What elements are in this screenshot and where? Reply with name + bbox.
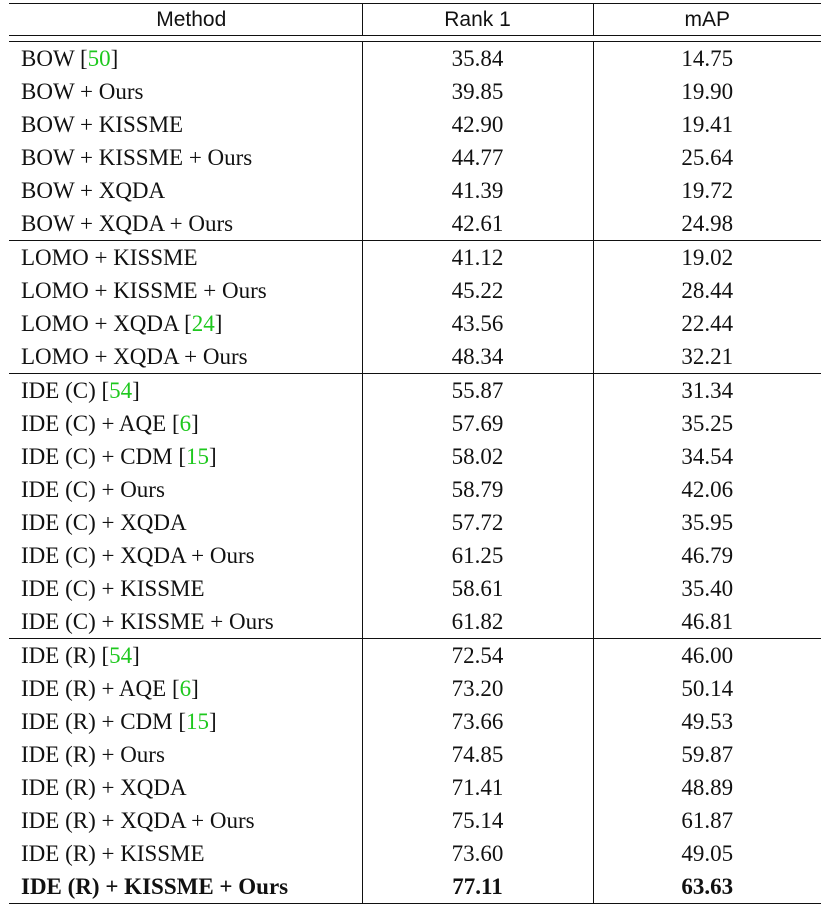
table-row (9, 605, 821, 639)
table-row (9, 804, 821, 837)
method-cell (9, 241, 362, 275)
method-cell (9, 738, 362, 771)
table-row (9, 274, 821, 307)
rank1-cell: 35.84 (362, 42, 593, 76)
map-cell: 48.89 (593, 771, 821, 804)
rank1-cell: 61.25 (362, 539, 593, 572)
map-cell: 49.05 (593, 837, 821, 870)
map-cell: 46.79 (593, 539, 821, 572)
table-row (9, 108, 821, 141)
method-cell: BOW [50] (9, 42, 362, 76)
map-cell: 46.81 (593, 605, 821, 639)
method-name: LOMO + KISSME (21, 245, 198, 270)
table-row (9, 539, 821, 572)
table-row (9, 870, 821, 904)
method-cell: IDE (R) + AQE [6] (21, 676, 199, 701)
citation-link[interactable]: 6 (179, 676, 192, 701)
rank1-cell: 55.87 (362, 374, 593, 408)
map-cell: 61.87 (593, 804, 821, 837)
table-row (9, 639, 821, 673)
table-row (9, 340, 821, 374)
method-cell: IDE (R) + CDM [15] (21, 709, 217, 734)
method-name: IDE (R) + Ours (21, 742, 165, 767)
rank1-cell: 39.85 (362, 75, 593, 108)
method-name: IDE (R) + KISSME (21, 841, 205, 866)
map-cell: 31.34 (593, 374, 821, 408)
method-name: IDE (R) + XQDA (21, 775, 187, 800)
method-name: BOW + Ours (21, 79, 144, 104)
map-cell: 14.75 (593, 42, 821, 76)
method-cell: IDE (C) + AQE [6] (21, 411, 199, 436)
map-cell: 32.21 (593, 340, 821, 374)
row-group (9, 639, 821, 904)
map-cell: 63.63 (593, 870, 821, 904)
method-cell (9, 804, 362, 837)
table-row (9, 506, 821, 539)
method-cell (9, 605, 362, 639)
method-name: IDE (C) + KISSME (21, 576, 205, 601)
rank1-cell: 57.69 (362, 407, 593, 440)
map-cell: 35.25 (593, 407, 821, 440)
method-name: IDE (R) + CDM (21, 709, 173, 734)
method-name: BOW + KISSME (21, 112, 184, 137)
method-name: LOMO + XQDA + Ours (21, 344, 248, 369)
method-cell: IDE (R) [54] (9, 639, 362, 673)
header-row (9, 4, 821, 36)
table-row (9, 407, 821, 440)
map-cell: 19.41 (593, 108, 821, 141)
map-cell: 19.02 (593, 241, 821, 275)
method-cell (9, 141, 362, 174)
method-name: BOW + KISSME + Ours (21, 145, 253, 170)
table-header (9, 4, 821, 36)
method-cell (9, 539, 362, 572)
table-row (9, 771, 821, 804)
method-cell (9, 572, 362, 605)
rank1-cell: 42.90 (362, 108, 593, 141)
rank1-cell: 57.72 (362, 506, 593, 539)
rank1-cell: 71.41 (362, 771, 593, 804)
citation-link[interactable]: 6 (179, 411, 192, 436)
method-name: IDE (C) + CDM (21, 444, 173, 469)
table-row (9, 672, 821, 705)
map-cell: 25.64 (593, 141, 821, 174)
method-name: BOW (21, 46, 75, 71)
results-table-container (9, 3, 821, 904)
method-name: BOW + XQDA + Ours (21, 211, 234, 236)
method-name: IDE (C) + AQE (21, 411, 167, 436)
method-cell (9, 174, 362, 207)
method-cell (9, 473, 362, 506)
method-name: LOMO + XQDA (21, 311, 179, 336)
citation-link[interactable]: 15 (186, 709, 210, 734)
table-row (9, 42, 821, 76)
column-header-method: Method (156, 8, 227, 31)
method-name: IDE (R) + AQE (21, 676, 167, 701)
map-cell: 24.98 (593, 207, 821, 241)
map-cell: 46.00 (593, 639, 821, 673)
table-row (9, 241, 821, 275)
method-name: IDE (C) + KISSME + Ours (21, 609, 274, 634)
method-name: IDE (C) (21, 378, 96, 403)
method-cell (9, 771, 362, 804)
map-cell: 34.54 (593, 440, 821, 473)
row-group (9, 42, 821, 241)
method-name: IDE (C) + XQDA (21, 510, 187, 535)
citation-link[interactable]: 24 (191, 311, 215, 336)
method-cell: IDE (C) [54] (9, 374, 362, 408)
table-row (9, 141, 821, 174)
method-cell (9, 837, 362, 870)
map-cell: 19.72 (593, 174, 821, 207)
method-name: LOMO + KISSME + Ours (21, 278, 267, 303)
map-cell: 59.87 (593, 738, 821, 771)
table-row (9, 705, 821, 738)
table-row (9, 174, 821, 207)
citation-link[interactable]: 15 (186, 444, 210, 469)
map-cell: 22.44 (593, 307, 821, 340)
table-row (9, 440, 821, 473)
rank1-cell: 77.11 (362, 870, 593, 904)
table-row (9, 307, 821, 340)
method-cell (9, 870, 362, 904)
table-row (9, 374, 821, 408)
map-cell: 35.95 (593, 506, 821, 539)
rank1-cell: 41.39 (362, 174, 593, 207)
method-cell (9, 274, 362, 307)
rank1-cell: 58.79 (362, 473, 593, 506)
map-cell: 50.14 (593, 672, 821, 705)
rank1-cell: 48.34 (362, 340, 593, 374)
rank1-cell: 75.14 (362, 804, 593, 837)
rank1-cell: 73.66 (362, 705, 593, 738)
map-cell: 19.90 (593, 75, 821, 108)
rank1-cell: 42.61 (362, 207, 593, 241)
rank1-cell: 41.12 (362, 241, 593, 275)
method-name: IDE (C) + Ours (21, 477, 165, 502)
rank1-cell: 72.54 (362, 639, 593, 673)
rank1-cell: 73.60 (362, 837, 593, 870)
table-row (9, 738, 821, 771)
rank1-cell: 44.77 (362, 141, 593, 174)
map-cell: 42.06 (593, 473, 821, 506)
method-cell: IDE (C) + CDM [15] (21, 444, 217, 469)
map-cell: 35.40 (593, 572, 821, 605)
rank1-cell: 73.20 (362, 672, 593, 705)
map-cell: 28.44 (593, 274, 821, 307)
table-row (9, 473, 821, 506)
map-cell: 49.53 (593, 705, 821, 738)
method-cell (9, 207, 362, 241)
method-cell (9, 108, 362, 141)
method-name: BOW + XQDA (21, 178, 166, 203)
column-header-rank1: Rank 1 (362, 4, 593, 36)
method-name: IDE (R) (21, 643, 96, 668)
rank1-cell: 45.22 (362, 274, 593, 307)
rank1-cell: 61.82 (362, 605, 593, 639)
method-name: IDE (R) + KISSME + Ours (21, 874, 289, 899)
method-cell (9, 506, 362, 539)
row-group (9, 241, 821, 374)
method-name: IDE (R) + XQDA + Ours (21, 808, 255, 833)
rank1-cell: 74.85 (362, 738, 593, 771)
rank1-cell: 43.56 (362, 307, 593, 340)
method-name: IDE (C) + XQDA + Ours (21, 543, 255, 568)
method-cell: LOMO + XQDA [24] (21, 311, 223, 336)
table-row (9, 75, 821, 108)
results-table (9, 3, 821, 904)
table-row (9, 572, 821, 605)
table-row (9, 837, 821, 870)
method-cell (9, 75, 362, 108)
citation-link[interactable]: 54 (109, 378, 133, 403)
table-row (9, 207, 821, 241)
row-group (9, 374, 821, 639)
column-header-map: mAP (593, 4, 821, 36)
citation-link[interactable]: 50 (87, 46, 111, 71)
rank1-cell: 58.02 (362, 440, 593, 473)
rank1-cell: 58.61 (362, 572, 593, 605)
citation-link[interactable]: 54 (109, 643, 133, 668)
method-cell (9, 340, 362, 374)
